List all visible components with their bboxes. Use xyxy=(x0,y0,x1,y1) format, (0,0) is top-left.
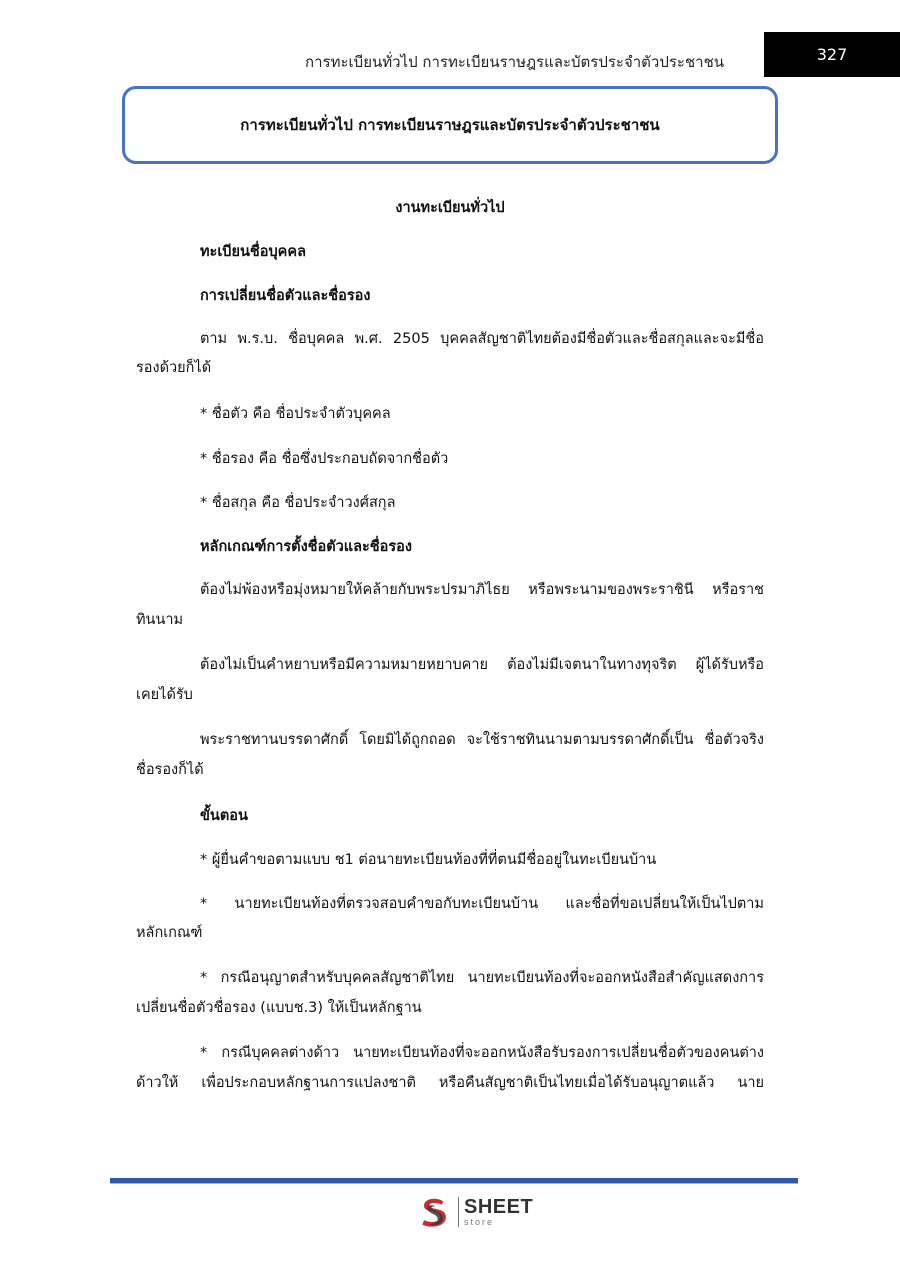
subheading-procedure: ขั้นตอน xyxy=(200,808,248,824)
bullet-surname: * ชื่อสกุล คือ ชื่อประจำวงศ์สกุล xyxy=(200,495,396,511)
paragraph-4-line-2: ชื่อรองก็ได้ xyxy=(136,762,204,778)
paragraph-1-line-1: ตาม พ.ร.บ. ชื่อบุคคล พ.ศ. 2505 บุคคลสัญชาติไทยต้องมีชื่อตัวและชื่อสกุลและจะมีชื่อ xyxy=(200,331,764,347)
step-4-line-2: ด้าวให้ เพื่อประกอบหลักฐานการแปลงชาติ หรือคืนสัญชาติเป็นไทยเมื่อได้รับอนุญาตแล้ว นาย xyxy=(136,1075,764,1091)
step-3-line-2: เปลี่ยนชื่อตัวชื่อรอง (แบบช.3) ให้เป็นหลักฐาน xyxy=(136,1000,422,1016)
sheet-store-logo xyxy=(416,1192,533,1232)
logo-divider xyxy=(458,1197,459,1227)
section-heading: งานทะเบียนทั่วไป xyxy=(395,200,505,216)
paragraph-3-line-2: เคยได้รับ xyxy=(136,687,193,703)
footer-rule xyxy=(110,1178,798,1184)
sheet-store-s-icon xyxy=(416,1194,452,1230)
paragraph-3-line-1: ต้องไม่เป็นคำหยาบหรือมีความหมายหยาบคาย ต้องไม่มีเจตนาในทางทุจริต ผู้ได้รับหรือ xyxy=(200,657,764,673)
step-3-line-1: * กรณีอนุญาตสำหรับบุคคลสัญชาติไทย นายทะเบียนท้องที่จะออกหนังสือสำคัญแสดงการ xyxy=(200,970,764,986)
bullet-first-name: * ชื่อตัว คือ ชื่อประจำตัวบุคคล xyxy=(200,406,391,422)
step-2-line-1: * นายทะเบียนท้องที่ตรวจสอบคำขอกับทะเบียนบ้าน และชื่อที่ขอเปลี่ยนให้เป็นไปตาม xyxy=(200,896,764,912)
paragraph-1-line-2: รองด้วยก็ได้ xyxy=(136,360,212,376)
paragraph-4-line-1: พระราชทานบรรดาศักดิ์ โดยมิได้ถูกถอด จะใช้ราชทินนามตามบรรดาศักดิ์เป็น ชื่อตัวจริง xyxy=(200,732,764,748)
step-4-line-1: * กรณีบุคคลต่างด้าว นายทะเบียนท้องที่จะออกหนังสือรับรองการเปลี่ยนชื่อตัวของคนต่าง xyxy=(200,1045,764,1061)
logo-subword: store xyxy=(464,1217,495,1227)
paragraph-2-line-1: ต้องไม่พ้องหรือมุ่งหมายให้คล้ายกับพระปรมาภิไธย หรือพระนามของพระราชินี หรือราช xyxy=(200,582,764,598)
step-2-line-2: หลักเกณฑ์ xyxy=(136,925,203,941)
document-body xyxy=(136,0,764,1273)
subheading-person-name-registry: ทะเบียนชื่อบุคคล xyxy=(200,244,306,260)
running-header-title: การทะเบียนทั่วไป การทะเบียนราษฎรและบัตรประจำตัวประชาชน xyxy=(305,53,724,71)
logo-wordmark xyxy=(464,1197,533,1227)
subheading-name-change: การเปลี่ยนชื่อตัวและชื่อรอง xyxy=(200,288,371,304)
logo-word: SHEET xyxy=(464,1196,534,1218)
subheading-naming-criteria: หลักเกณฑ์การตั้งชื่อตัวและชื่อรอง xyxy=(200,539,412,555)
step-1: * ผู้ยื่นคำขอตามแบบ ช1 ต่อนายทะเบียนท้องที่ที่ตนมีชื่ออยู่ในทะเบียนบ้าน xyxy=(200,852,657,868)
chapter-title: การทะเบียนทั่วไป การทะเบียนราษฎรและบัตรประจำตัวประชาชน xyxy=(240,116,660,134)
page-number: 327 xyxy=(816,45,848,64)
paragraph-2-line-2: ทินนาม xyxy=(136,612,184,628)
page-number-badge xyxy=(764,32,900,77)
bullet-middle-name: * ชื่อรอง คือ ชื่อซึ่งประกอบถัดจากชื่อตัว xyxy=(200,451,449,467)
